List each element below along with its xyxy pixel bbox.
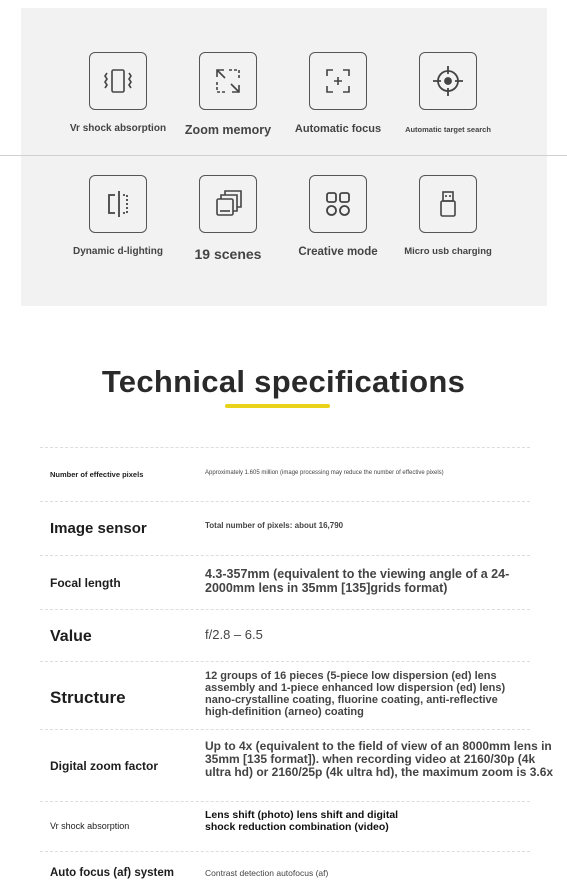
feature-divider	[0, 155, 567, 156]
feature-label: Automatic focus	[294, 123, 382, 135]
spec-label: Value	[50, 628, 92, 645]
feature-dynamic-d-lighting	[58, 175, 178, 257]
spec-value: 4.3-357mm (equivalent to the viewing angle of a 24-2000mm lens in 35mm [135]grids format)	[205, 567, 510, 595]
feature-zoom-memory	[168, 52, 288, 137]
spec-value: Total number of pixels: about 16,790	[205, 521, 344, 530]
grid-tiles-icon	[309, 175, 367, 233]
feature-label: Zoom memory	[184, 123, 272, 137]
spec-row	[40, 555, 530, 610]
spec-row	[40, 501, 530, 556]
spec-row	[40, 447, 530, 502]
feature-label: Automatic target search	[405, 125, 491, 134]
spec-label: Focal length	[50, 576, 121, 590]
feature-label: Dynamic d-lighting	[73, 246, 163, 257]
spec-row	[40, 729, 554, 802]
spec-row	[40, 609, 530, 662]
spec-value: Contrast detection autofocus (af)	[205, 868, 329, 878]
stacked-cards-icon	[199, 175, 257, 233]
spec-value: Approximately 1.605 million (image processing may reduce the number of effective pixels)	[205, 470, 444, 476]
focus-frame-icon	[309, 52, 367, 110]
feature-micro-usb-charging	[388, 175, 508, 257]
feature-label: 19 scenes	[194, 246, 262, 262]
title-wrap	[0, 364, 567, 400]
spec-label: Structure	[50, 688, 126, 707]
feature-creative-mode	[278, 175, 398, 258]
spec-value: Up to 4x (equivalent to the field of view of an 8000mm lens in 35mm [135 format]). when recording video at 2160/30p (4k ultra hd) or 2160/25p (4k ultra hd), the maximum zoom is 3.6x	[205, 739, 554, 780]
zoom-arrows-icon	[199, 52, 257, 110]
feature-label: Micro usb charging	[404, 246, 492, 257]
feature-vr-shock-absorption	[58, 52, 178, 134]
title-underline	[225, 404, 330, 408]
split-frame-icon	[89, 175, 147, 233]
spec-label: Digital zoom factor	[50, 759, 159, 773]
spec-value: 12 groups of 16 pieces (5-piece low dispersion (ed) lens assembly and 1-piece enhanced low dispersion (ed) lens) nano-crystalline coating, fluorine coating, anti-reflective high-definition (arneo) coating	[205, 670, 506, 719]
vibration-icon	[89, 52, 147, 110]
feature-label: Creative mode	[298, 246, 378, 258]
spec-label: Auto focus (af) system	[50, 867, 174, 879]
spec-label: Image sensor	[50, 520, 147, 537]
feature-label: Vr shock absorption	[69, 123, 167, 134]
spec-row	[40, 661, 530, 730]
feature-19-scenes	[168, 175, 288, 262]
spec-label: Vr shock absorption	[50, 821, 130, 831]
feature-automatic-target-search	[388, 52, 508, 134]
spec-value: Lens shift (photo) lens shift and digital shock reduction combination (video)	[205, 809, 399, 833]
spec-row	[40, 801, 530, 852]
page-title: Technical specifications	[101, 364, 466, 399]
crosshair-icon	[419, 52, 477, 110]
usb-icon	[419, 175, 477, 233]
spec-label: Number of effective pixels	[50, 470, 144, 479]
spec-row	[40, 851, 530, 892]
feature-automatic-focus	[278, 52, 398, 135]
spec-value: f/2.8 – 6.5	[205, 627, 263, 642]
